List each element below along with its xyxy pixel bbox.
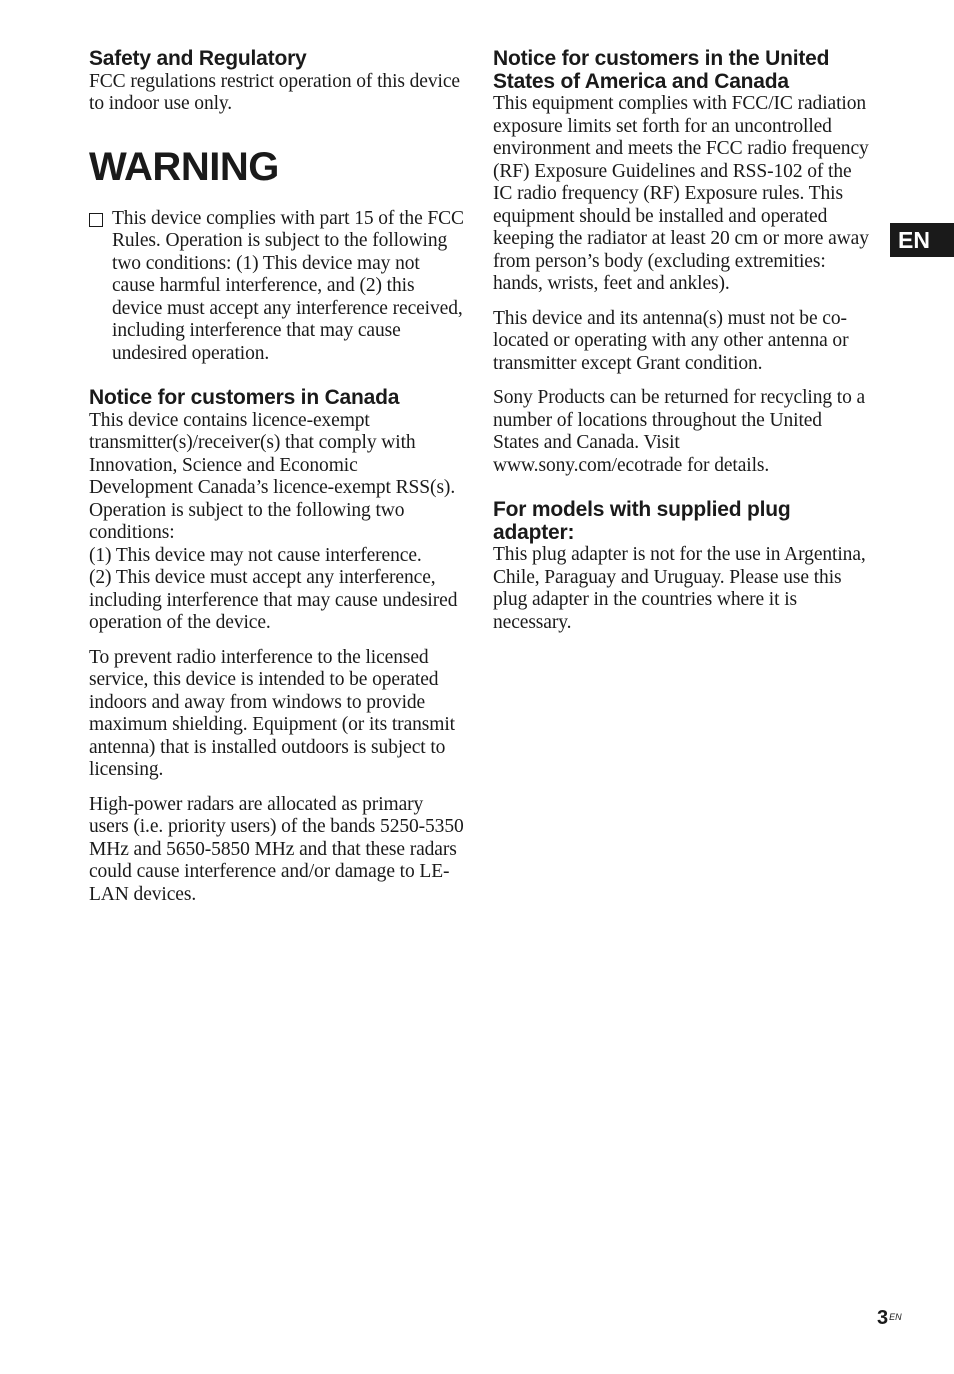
- page-number: [877, 1306, 902, 1330]
- language-tab: EN: [890, 223, 954, 257]
- plug-adapter-heading: For models with supplied plug adapter:: [493, 498, 791, 544]
- right-column: [493, 48, 869, 634]
- page-number-value: 3: [877, 1307, 889, 1329]
- canada-heading: Notice for customers in Canada: [89, 386, 400, 409]
- usa-canada-para3: Sony Products can be returned for recycling to a number of locations throughout the United States and Canada. Visit www.sony.com/ecotrade for details.: [493, 387, 866, 476]
- safety-text: FCC regulations restrict operation of this device to indoor use only.: [89, 70, 460, 114]
- warning-title: WARNING: [89, 144, 279, 189]
- canada-para1-line2: (1) This device may not cause interference.: [89, 544, 422, 566]
- checkbox-icon: [89, 213, 103, 227]
- safety-heading: Safety and Regulatory: [89, 47, 307, 70]
- usa-canada-heading: Notice for customers in the United States of America and Canada: [493, 47, 830, 93]
- canada-para2: To prevent radio interference to the licensed service, this device is intended to be operated indoors and away from windows to provide maximum shielding. Equipment (or its transmit antenna) that is installed outdoors is subject to licensing.: [89, 646, 455, 780]
- canada-para1-line1: This device contains licence-exempt transmitter(s)/receiver(s) that comply with Innovation, Science and Economic Development Canada’s licence-exempt RSS(s). Operation is subject to the following two conditions:: [89, 409, 456, 543]
- canada-para3: High-power radars are allocated as primary users (i.e. priority users) of the bands 5250-5350 MHz and 5650-5850 MHz and that these radars could cause interference and/or damage to LE-LAN devices.: [89, 793, 464, 905]
- usa-canada-para2: This device and its antenna(s) must not be co-located or operating with any other antenna or transmitter except Grant condition.: [493, 307, 849, 374]
- usa-canada-para1: This equipment complies with FCC/IC radiation exposure limits set forth for an uncontrolled environment and meets the FCC radio frequency (RF) Exposure Guidelines and RSS-102 of the IC radio frequency (RF) Exposure rules. This equipment should be installed and operated keeping the radiator at least 20 cm or more away from person’s body (excluding extremities: hands, wrists, feet and ankles).: [493, 93, 869, 294]
- left-column: [89, 48, 465, 906]
- canada-para1-line3: (2) This device must accept any interference, including interference that may cause undesired operation of the device.: [89, 567, 458, 633]
- plug-adapter-text: This plug adapter is not for the use in Argentina, Chile, Paraguay and Uruguay. Please use this plug adapter in the countries where it is necessary.: [493, 544, 866, 633]
- warning-item-text: This device complies with part 15 of the FCC Rules. Operation is subject to the following two conditions: (1) This device may not cause harmful interference, and (2) this device must accept any interference received, including interference that may cause undesired operation.: [112, 207, 464, 364]
- warning-checkbox-item: [89, 208, 465, 366]
- page-number-suffix: EN: [889, 1312, 902, 1322]
